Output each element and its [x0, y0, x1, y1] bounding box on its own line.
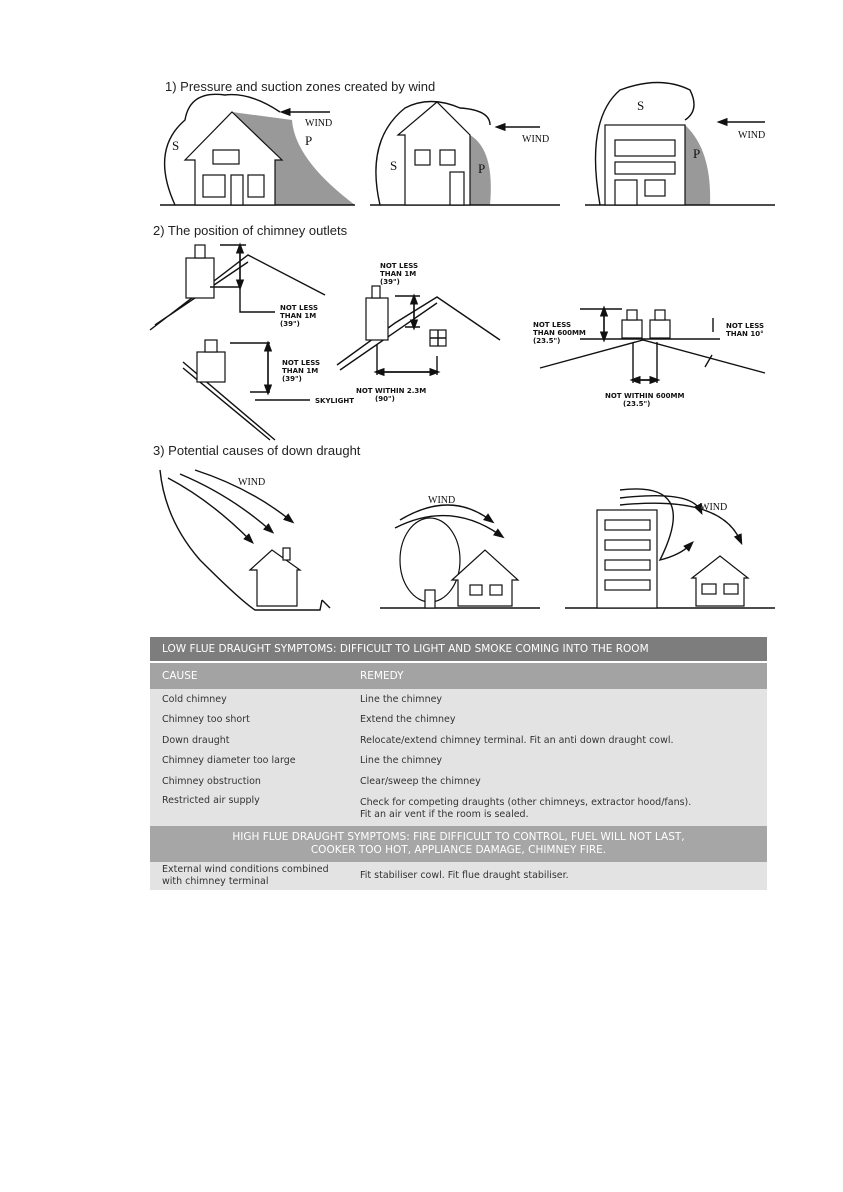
cause-cell: Chimney diameter too large — [150, 751, 348, 772]
tall-building-downdraught-diagram — [565, 489, 775, 608]
cause-cell: Chimney too short — [150, 710, 348, 731]
table-row — [150, 771, 767, 792]
table-row — [150, 862, 767, 890]
house-2-diagram — [370, 102, 560, 206]
section-2-title: 2) The position of chimney outlets — [153, 223, 348, 238]
remedy-cell: Line the chimney — [348, 751, 767, 772]
high-draught-header — [150, 826, 767, 862]
remedy-cell: Check for competing draughts (other chimneys, extractor hood/fans). — [360, 796, 692, 808]
wind-label: WIND — [738, 130, 766, 141]
svg-text:NOT WITHIN 2.3M(90"): NOT WITHIN 2.3M (90") — [356, 387, 427, 403]
wind-label: WIND — [522, 134, 550, 145]
pressure-zone-label: P — [305, 133, 313, 148]
cause-cell: Cold chimney — [150, 689, 348, 710]
svg-text:NOT LESSTHAN 1M(39"): NOT LESS THAN 1M (39") — [280, 304, 319, 328]
remedy-cell-line-2: Fit an air vent if the room is sealed. — [360, 808, 529, 820]
table-row — [150, 689, 767, 710]
cause-cell: Restricted air supply — [150, 792, 348, 826]
house-1-diagram — [160, 94, 355, 205]
table-row — [150, 792, 767, 826]
building-3-diagram — [585, 83, 775, 206]
remedy-cell: Extend the chimney — [348, 710, 767, 731]
table-row — [150, 710, 767, 731]
wind-label: WIND — [428, 495, 456, 506]
suction-zone-label: S — [172, 138, 180, 153]
wind-label: WIND — [700, 502, 728, 513]
svg-text:NOT LESSTHAN 10°: NOT LESS THAN 10° — [726, 322, 765, 338]
chimney-flat-roof-diagram — [533, 309, 765, 408]
cause-cell-line-2: with chimney terminal — [162, 875, 269, 887]
cause-cell: Chimney obstruction — [150, 771, 348, 792]
skylight-label: SKYLIGHT — [315, 397, 354, 405]
remedy-cell: Relocate/extend chimney terminal. Fit an anti down draught cowl. — [348, 730, 767, 751]
pressure-zone-label: P — [478, 161, 486, 176]
chimney-window-diagram — [337, 262, 500, 403]
cause-cell: Down draught — [150, 730, 348, 751]
section-3-title: 3) Potential causes of down draught — [153, 443, 361, 458]
svg-text:NOT LESSTHAN 1M(39"): NOT LESS THAN 1M (39") — [282, 359, 321, 383]
remedy-cell: Fit stabiliser cowl. Fit flue draught stabiliser. — [348, 862, 767, 890]
high-header-line-1: HIGH FLUE DRAUGHT SYMPTOMS: FIRE DIFFICULT TO CONTROL, FUEL WILL NOT LAST, — [232, 830, 685, 843]
suction-zone-label: S — [637, 98, 645, 113]
pressure-zone-label: P — [693, 146, 701, 161]
chimney-skylight-diagram — [183, 340, 354, 440]
remedy-cell: Line the chimney — [348, 689, 767, 710]
flue-draught-table — [150, 637, 767, 890]
cause-column-header: CAUSE — [150, 662, 348, 689]
cause-cell: External wind conditions combined — [162, 863, 329, 875]
wind-label: WIND — [238, 477, 266, 488]
chimney-ridge-diagram — [150, 245, 325, 330]
low-draught-header: LOW FLUE DRAUGHT SYMPTOMS: DIFFICULT TO LIGHT AND SMOKE COMING INTO THE ROOM — [150, 637, 767, 662]
table-row — [150, 751, 767, 772]
hillside-downdraught-diagram — [160, 470, 330, 610]
section-1-title: 1) Pressure and suction zones created by wind — [165, 79, 436, 94]
svg-text:NOT LESSTHAN 600MM(23.5"): NOT LESS THAN 600MM (23.5") — [533, 321, 586, 345]
suction-zone-label: S — [390, 158, 398, 173]
remedy-column-header: REMEDY — [348, 662, 767, 689]
wind-label: WIND — [305, 118, 333, 129]
svg-text:NOT LESSTHAN 1M(39"): NOT LESS THAN 1M (39") — [380, 262, 419, 286]
remedy-cell: Clear/sweep the chimney — [348, 771, 767, 792]
table-row — [150, 730, 767, 751]
high-header-line-2: COOKER TOO HOT, APPLIANCE DAMAGE, CHIMNEY FIRE. — [310, 843, 607, 856]
tree-downdraught-diagram — [380, 495, 540, 608]
svg-text:NOT WITHIN 600MM(23.5"): NOT WITHIN 600MM (23.5") — [605, 392, 685, 408]
